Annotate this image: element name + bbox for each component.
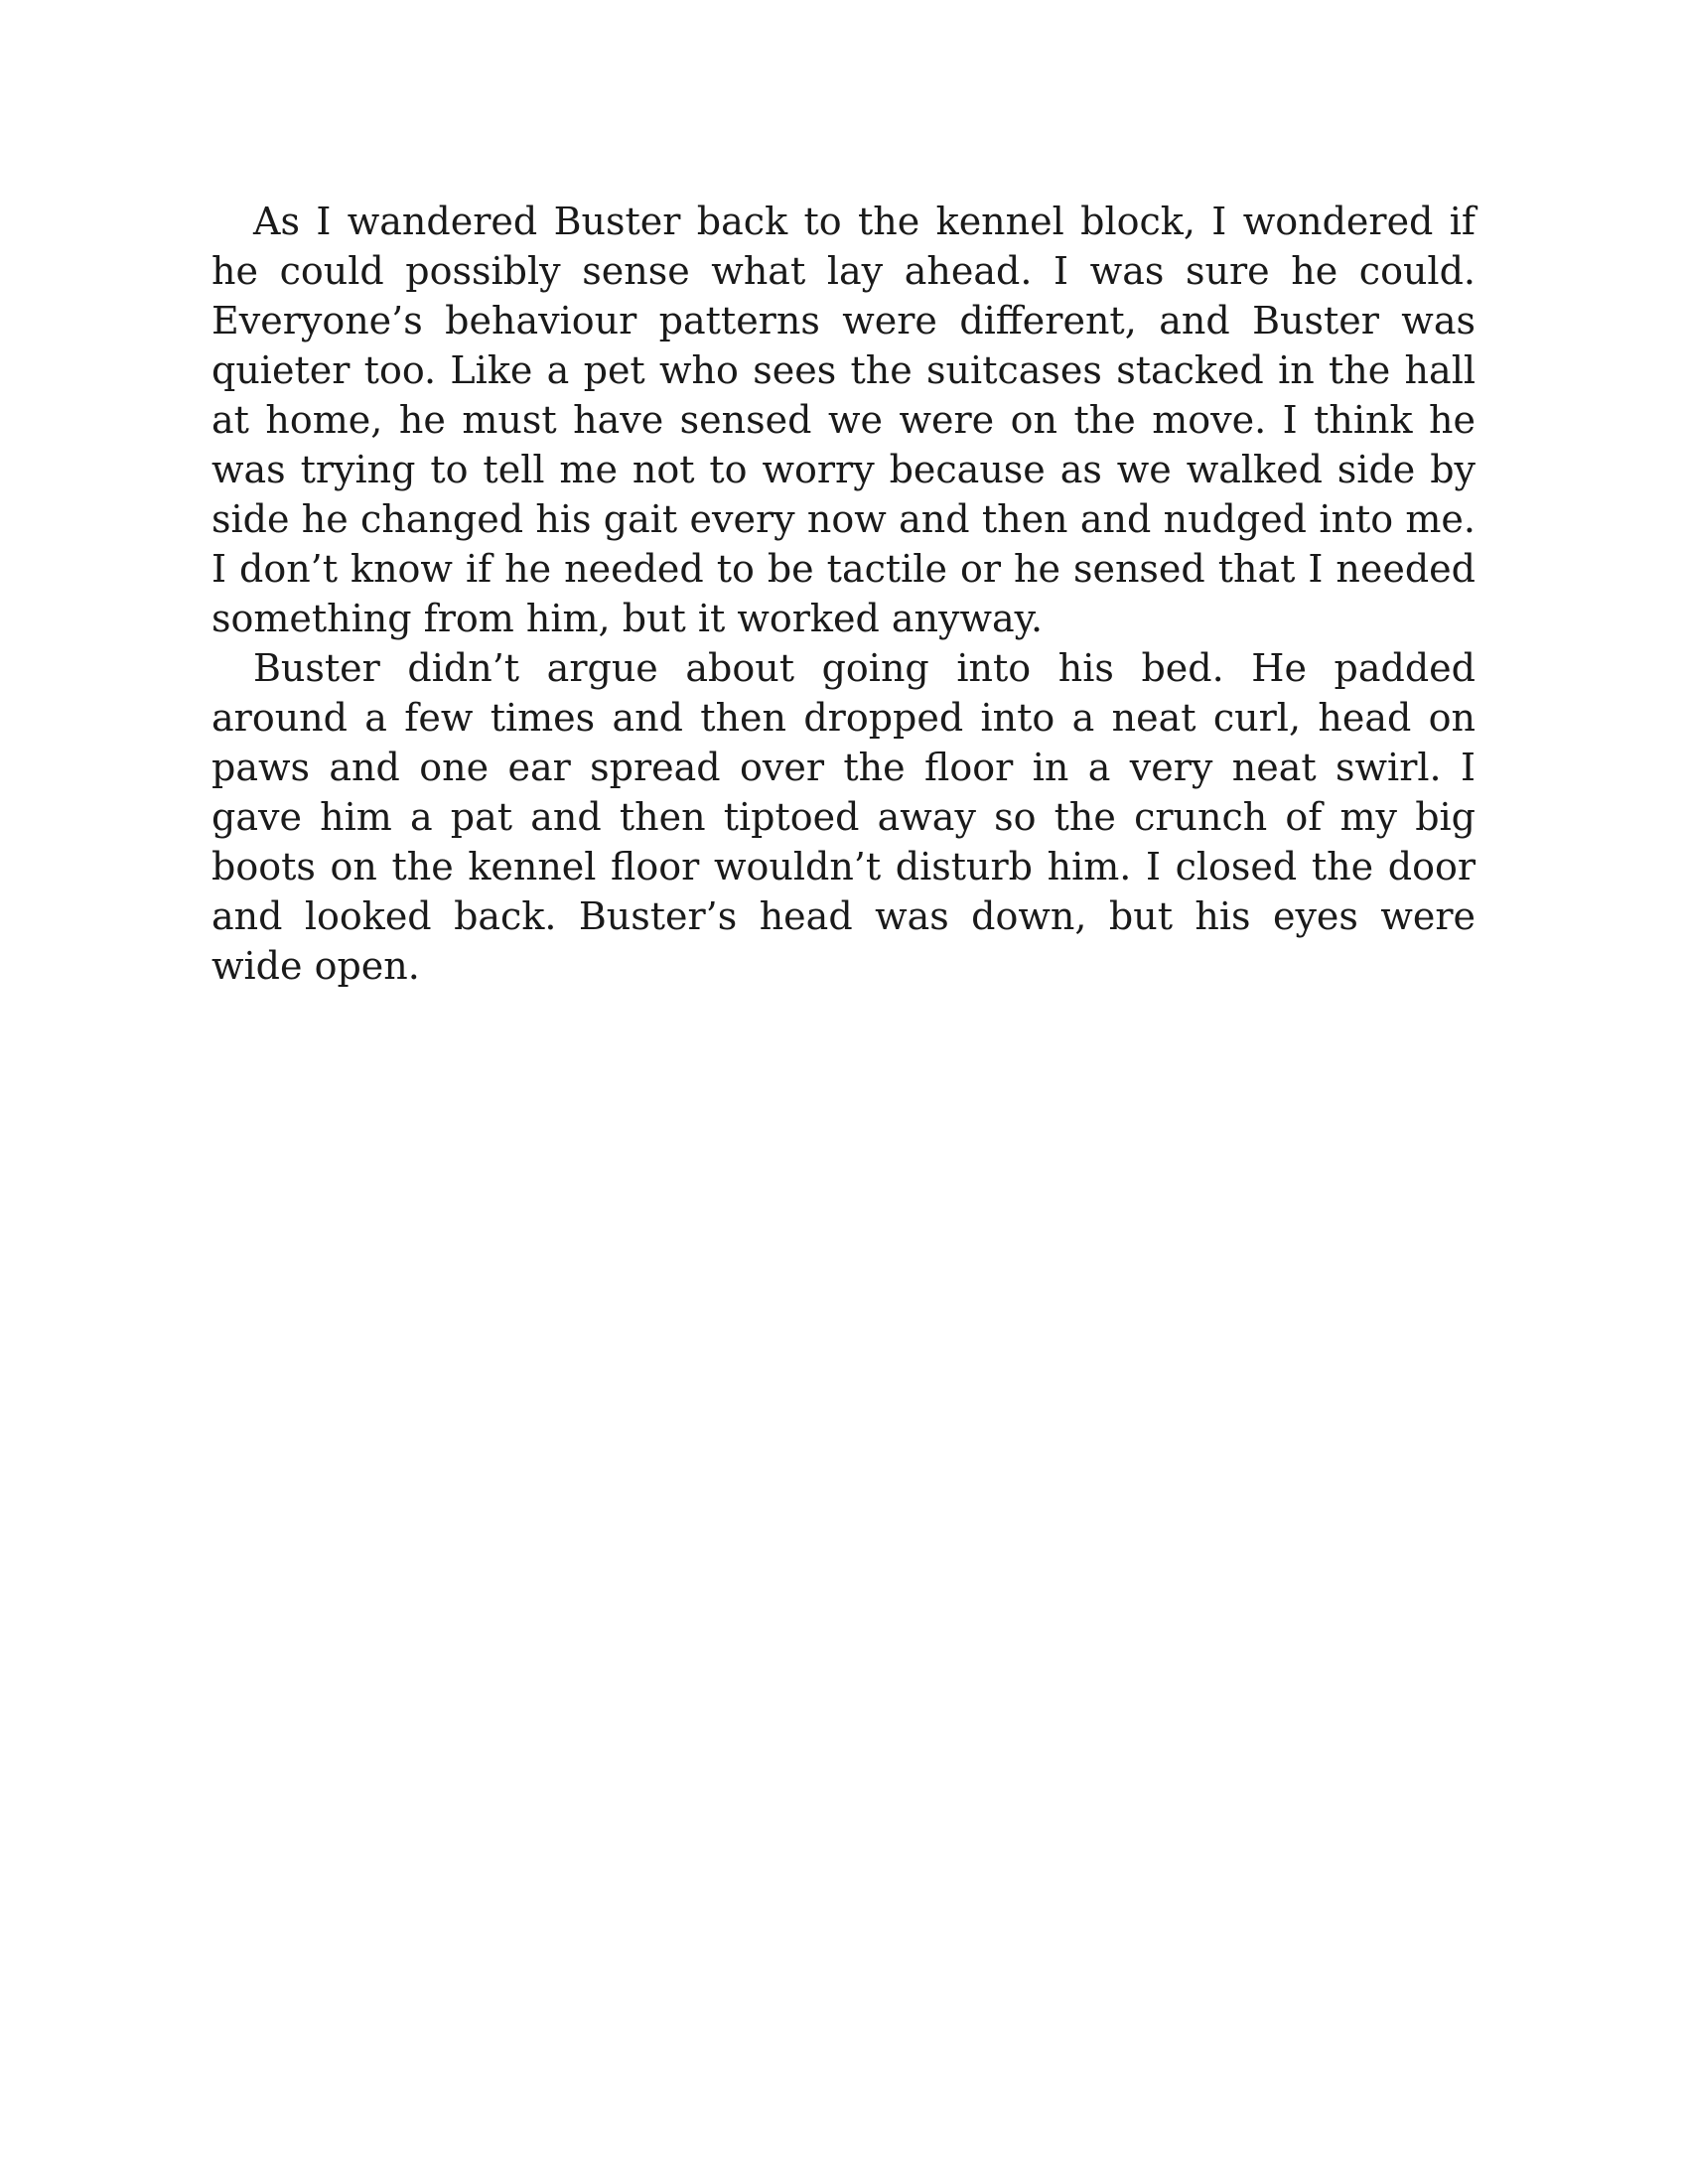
paragraph-2: Buster didn’t argue about going into his bed. He padded around a few times and then dropped into a neat curl, head on paws and one ear spread over the floor in a very neat swirl. I gave him a pat and then tiptoed away so the crunch of my big boots on the kennel floor wouldn’t disturb him. I closed the door and looked back. Buster’s head was down, but his eyes were wide open. [211, 646, 1476, 988]
paragraph-1: As I wandered Buster back to the kennel block, I wondered if he could possibly sense what lay ahead. I was sure he could. Everyone’s behaviour patterns were different, and Buster was quieter too. Like a pet who sees the suitcases stacked in the hall at home, he must have sensed we were on the move. I think he was trying to tell me not to worry because as we walked side by side he changed his gait every now and then and nudged into me. I don’t know if he needed to be tactile or he sensed that I needed something from him, but it worked anyway. [211, 200, 1476, 640]
body-text [211, 197, 1476, 991]
